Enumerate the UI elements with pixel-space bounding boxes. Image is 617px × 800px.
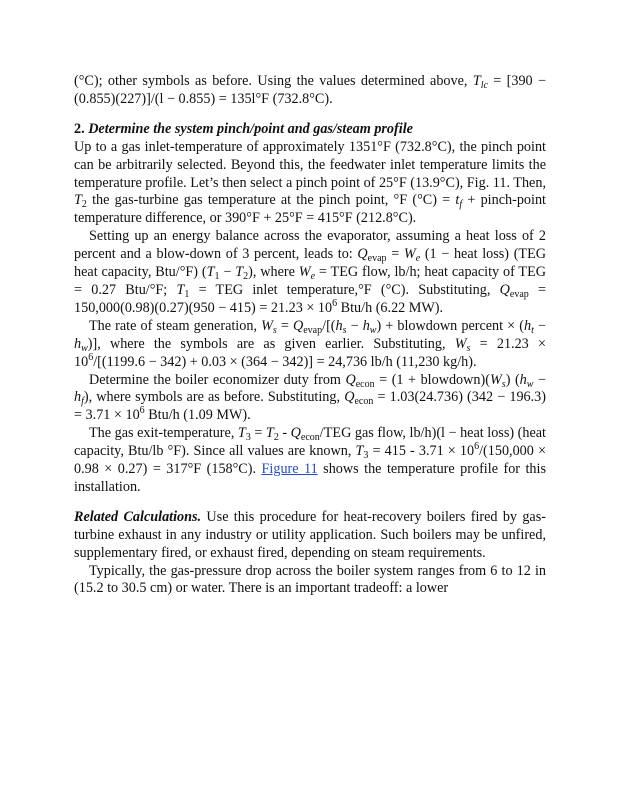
figure-11-link[interactable]: Figure 11 xyxy=(261,461,318,478)
paragraph-pinch: Up to a gas inlet-temperature of approximately 1351°F (732.8°C), the pinch point can be arbitrarily selected. Beyond this, the feedwater inlet temperature limits the temperature profile. Let’s then select a pinch point of 25°F (13.9°C), Fig. 11. Then, $T_2$ the gas-turbine gas temperature at the pinch point, °F $(^\circ C) = t_f$ + pinch-point temperature difference, or 390°F + 25°F = 415°F (212.8°C). xyxy=(74,138,546,227)
paragraph-steam-generation: The rate of steam generation, $W_s = Q_{evap}/[(h_s - h_w)$ + blowdown percent × $(h_t - h_w)$], where the symbols are as given earlier. Substituting, $W_s = 21.23 \times 10^6/[(1199.6 - 342) + 0.03 \times (364 - 342)] = 24,736$ lb/h (11,230 kg/h). xyxy=(74,317,546,370)
paragraph-exit-temperature: The gas exit-temperature, $T_3 = T_2 - Q_{econ}/TEG$ gas flow, lb/h)(l − heat loss) (heat capacity, Btu/lb °F). Since all values are known, $T_3 = 415 - 3.71 \times 10^6/(150,000 \times 0.98 \times 0.27) = 317^\circ F$ (158°C). Figure 11 shows the temperature profile for this installation. xyxy=(74,425,546,495)
related-calculations-label: Related Calculations. xyxy=(74,508,202,525)
document-page xyxy=(74,73,546,598)
paragraph-pressure-drop: Typically, the gas-pressure drop across the boiler system ranges from 6 to 12 in (15.2 to 30.5 cm) or water. There is an important tradeoff: a lower xyxy=(74,562,546,597)
paragraph-intro: (°C); other symbols as before. Using the values determined above, $T_{lc} = [390 - (0.855)(227)]/(l - 0.855) = 135l^\circ F$ (732.8°C). xyxy=(74,73,546,107)
section-heading: 2. Determine the system pinch/point and gas/steam profile xyxy=(74,120,413,137)
paragraph-economizer: Determine the boiler economizer duty from $Q_{econ} = (1$ + $blowdown)(W_s)$ $(h_w - h_f)$, where symbols are as before. Substituting, $Q_{econ} = 1.03(24.736) (342 - 196.3) = 3.71 \times 10^6$ Btu/h (1.09 MW). xyxy=(74,371,547,424)
paragraph-evaporator: Setting up an energy balance across the evaporator, assuming a heat loss of 2 percent and a blow-down of 3 percent, leads to: $Q_{evap} = W_e$ (1 − heat loss) (TEG heat capacity, Btu/°F) $(T_1 - T_2)$, where $W_e$ = TEG flow, lb/h; heat capacity of TEG = 0.27 Btu/°F; $T_1$ = TEG inlet temperature,°F (°C). Substituting, $Q_{evap} = 150,000(0.98)(0.27)(950 - 415) = 21.23 \times 10^6$ Btu/h (6.22 MW). xyxy=(74,228,546,316)
paragraph-related-calculations: Related Calculations. Use this procedure for heat-recovery boilers fired by gas-turbine exhaust in any industry or utility application. Such boilers may be unfired, supplementary fired, or exhaust fired, depending on steam requirements. xyxy=(74,508,546,561)
